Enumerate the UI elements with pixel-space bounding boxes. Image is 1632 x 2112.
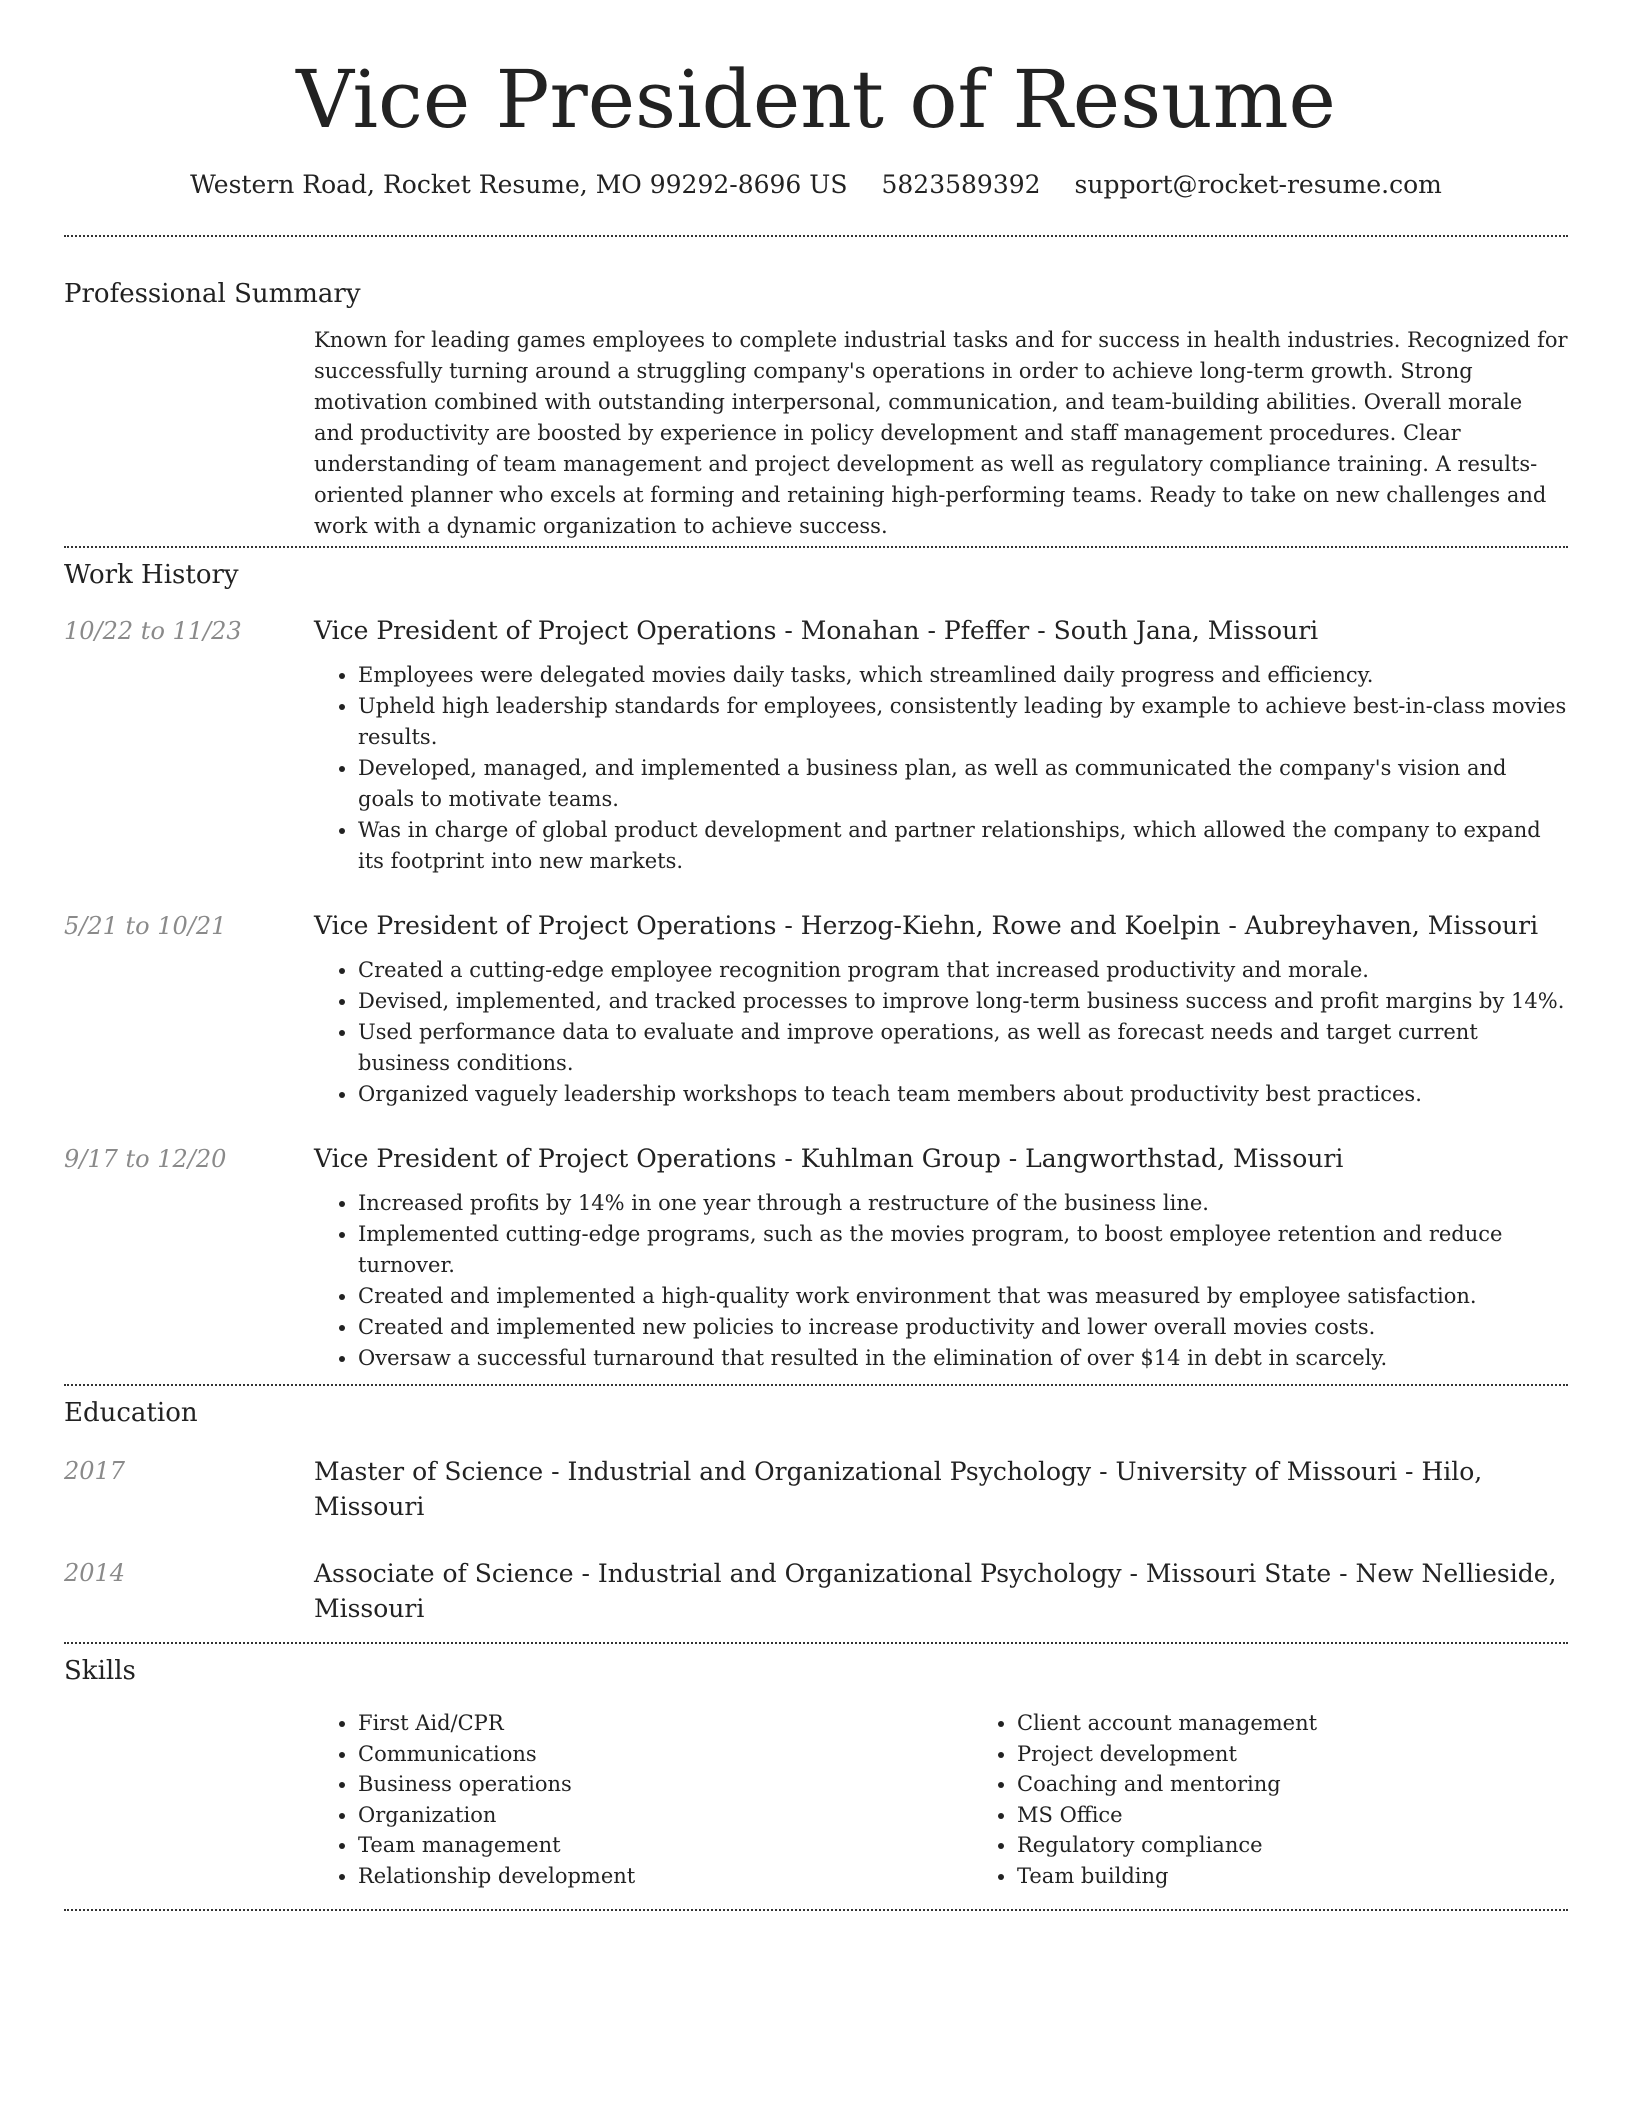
skills-column-left [314, 1708, 973, 1891]
job-dates: 9/17 to 12/20 [64, 1145, 227, 1173]
skills-column-right [973, 1708, 1632, 1891]
job-bullet: • Used performance data to evaluate and improve operations, as well as forecast needs and target current business conditions. [358, 1017, 1568, 1079]
summary-section [0, 237, 1632, 542]
contact-line [0, 170, 1632, 199]
section-divider [64, 1909, 1568, 1911]
skill-item: • Relationship development [358, 1861, 973, 1892]
job-bullet: • Created and implemented a high-quality work environment that was measured by employee satisfaction. [358, 1281, 1568, 1312]
education-heading: Education [64, 1398, 198, 1428]
work-history-heading: Work History [64, 560, 239, 590]
skill-item: • Organization [358, 1800, 973, 1831]
skill-item: • Communications [358, 1739, 973, 1770]
education-section [0, 1386, 1632, 1626]
job-bullet: • Organized vaguely leadership workshops to teach team members about productivity best practices. [358, 1079, 1568, 1110]
education-year: 2014 [64, 1559, 126, 1587]
education-entry [64, 1556, 1568, 1626]
job-heading: Vice President of Project Operations - Kuhlman Group - Langworthstad, Missouri [314, 1144, 1344, 1173]
job-bullet: • Increased profits by 14% in one year through a restructure of the business line. [358, 1188, 1568, 1219]
skill-item: • First Aid/CPR [358, 1708, 973, 1739]
job-bullets [314, 660, 1568, 877]
summary-heading: Professional Summary [64, 279, 361, 309]
skill-item: • Team management [358, 1830, 973, 1861]
contact-phone: 5823589392 [881, 170, 1041, 199]
job-bullets [314, 1188, 1568, 1374]
education-year: 2017 [64, 1457, 126, 1485]
job-heading: Vice President of Project Operations - Herzog-Kiehn, Rowe and Koelpin - Aubreyhaven, Missouri [314, 911, 1539, 940]
job-bullet: • Oversaw a successful turnaround that resulted in the elimination of over $14 in debt in scarcely. [358, 1343, 1568, 1374]
job-dates: 5/21 to 10/21 [64, 912, 227, 940]
job-dates: 10/22 to 11/23 [64, 617, 242, 645]
job-entry [64, 1142, 1568, 1374]
job-bullets [314, 955, 1568, 1110]
education-heading-line: Associate of Science - Industrial and Organizational Psychology - Missouri State - New Nellieside, Missouri [314, 1559, 1557, 1623]
job-bullet: • Employees were delegated movies daily tasks, which streamlined daily progress and efficiency. [358, 660, 1568, 691]
work-history-section [0, 548, 1632, 1374]
skill-item: • MS Office [1017, 1800, 1632, 1831]
contact-address: Western Road, Rocket Resume, MO 99292-8696 US [190, 170, 848, 199]
skill-item: • Team building [1017, 1861, 1632, 1892]
job-bullet: • Devised, implemented, and tracked processes to improve long-term business success and profit margins by 14%. [358, 986, 1568, 1017]
education-heading-line: Master of Science - Industrial and Organizational Psychology - University of Missouri - Hilo, Missouri [314, 1457, 1483, 1521]
job-bullet: • Upheld high leadership standards for employees, consistently leading by example to achieve best-in-class movies results. [358, 691, 1568, 753]
skills-heading: Skills [64, 1656, 136, 1686]
job-entry [64, 614, 1568, 877]
job-bullet: • Developed, managed, and implemented a business plan, as well as communicated the company's vision and goals to motivate teams. [358, 753, 1568, 815]
skills-list [314, 1708, 1632, 1891]
skill-item: • Client account management [1017, 1708, 1632, 1739]
skill-item: • Regulatory compliance [1017, 1830, 1632, 1861]
job-bullet: • Was in charge of global product development and partner relationships, which allowed the company to expand its footprint into new markets. [358, 815, 1568, 877]
skill-item: • Business operations [358, 1769, 973, 1800]
skill-item: • Coaching and mentoring [1017, 1769, 1632, 1800]
job-bullet: • Implemented cutting-edge programs, such as the movies program, to boost employee retention and reduce turnover. [358, 1219, 1568, 1281]
skill-item: • Project development [1017, 1739, 1632, 1770]
job-bullet: • Created a cutting-edge employee recognition program that increased productivity and morale. [358, 955, 1568, 986]
job-bullet: • Created and implemented new policies to increase productivity and lower overall movies costs. [358, 1312, 1568, 1343]
education-entry [64, 1454, 1568, 1524]
candidate-name: Vice President of Resume [296, 53, 1336, 146]
job-entry [64, 909, 1568, 1110]
job-heading: Vice President of Project Operations - Monahan - Pfeffer - South Jana, Missouri [314, 616, 1319, 645]
contact-email: support@rocket-resume.com [1074, 170, 1442, 199]
resume-header [0, 0, 1632, 199]
skills-section [0, 1644, 1632, 1891]
summary-text: Known for leading games employees to complete industrial tasks and for success in health industries. Recognized for successfully turning around a struggling company's operations in order to achieve long-term growth. Strong motivation combined with outstanding interpersonal, communication, and team-building abilities. Overall morale and productivity are boosted by experience in policy development and staff management procedures. Clear understanding of team management and project development as well as regulatory compliance training. A results-oriented planner who excels at forming and retaining high-performing teams. Ready to take on new challenges and work with a dynamic organization to achieve success. [314, 328, 1568, 538]
